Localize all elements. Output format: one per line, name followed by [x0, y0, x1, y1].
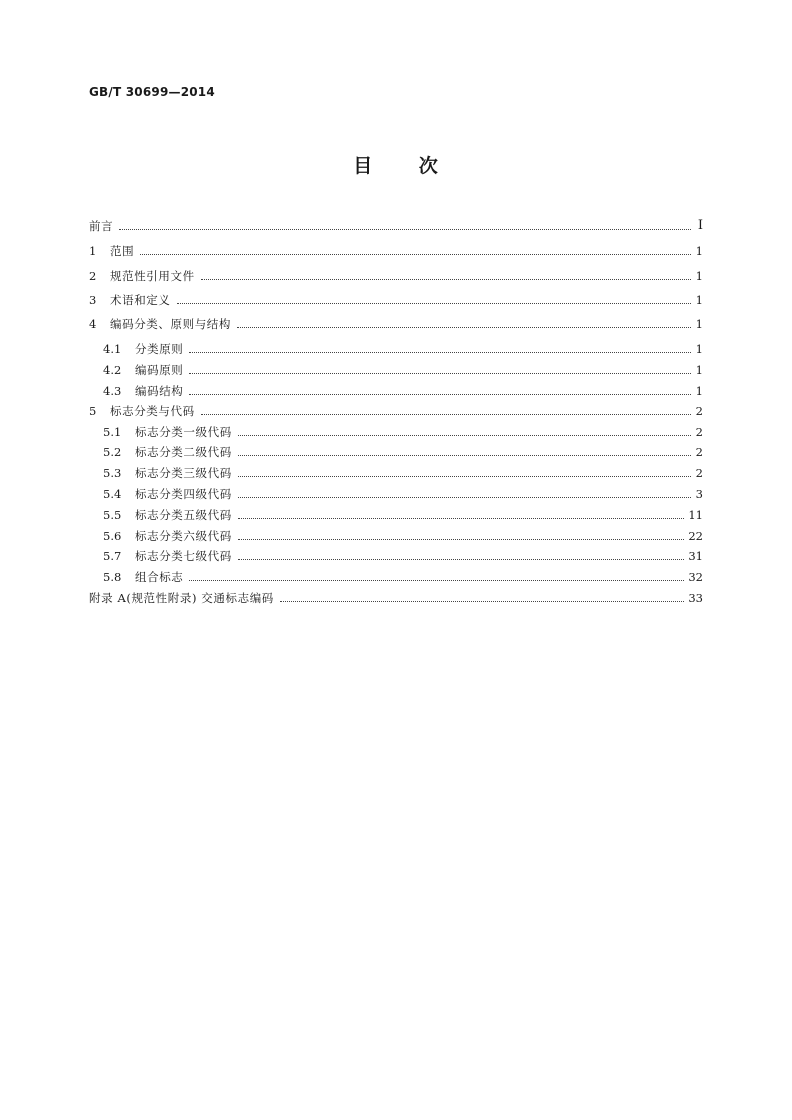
toc-entry-label: 分类原则: [135, 342, 184, 356]
toc-dot-leader: [189, 394, 691, 395]
toc-entry-number: 5: [89, 404, 97, 418]
toc-entry-page: 32: [688, 570, 703, 584]
toc-entry-label: 标志分类三级代码: [135, 466, 232, 480]
toc-entry[interactable]: [103, 362, 703, 378]
toc-dot-leader: [189, 373, 691, 374]
toc-entry-page: 33: [688, 591, 703, 605]
toc-dot-leader: [238, 435, 691, 436]
toc-entry-page: 1: [695, 269, 703, 283]
toc-entry-page: 1: [695, 363, 703, 377]
toc-entry-label: 标志分类与代码: [110, 404, 195, 418]
toc-entry-page: 2: [695, 425, 703, 439]
standard-number: GB/T 30699—2014: [89, 85, 215, 99]
toc-entry-page: 3: [695, 487, 703, 501]
toc-entry[interactable]: [103, 341, 703, 357]
toc-entry-label: 编码结构: [135, 384, 184, 398]
toc-entry-label: 标志分类二级代码: [135, 445, 232, 459]
toc-entry-page: I: [697, 218, 703, 233]
toc-entry-page: 1: [695, 342, 703, 356]
toc-entry-page: 1: [695, 293, 703, 307]
toc-entry-label: 标志分类四级代码: [135, 487, 232, 501]
toc-entry-label: 标志分类七级代码: [135, 549, 232, 563]
toc-dot-leader: [177, 303, 692, 304]
toc-entry-number: 4.1: [103, 342, 122, 356]
toc-dot-leader: [119, 229, 691, 230]
toc-entry-label: 附录 A(规范性附录) 交通标志编码: [89, 591, 274, 605]
toc-dot-leader: [201, 279, 691, 280]
toc-entry-number: 5.4: [103, 487, 122, 501]
toc-dot-leader: [280, 601, 684, 602]
toc-entry-page: 2: [695, 466, 703, 480]
toc-dot-leader: [238, 455, 691, 456]
toc-entry[interactable]: [103, 548, 703, 564]
toc-entry-label: 标志分类一级代码: [135, 425, 232, 439]
toc-dot-leader: [140, 254, 691, 255]
toc-entry-number: 5.1: [103, 425, 122, 439]
toc-dot-leader: [238, 497, 691, 498]
toc-entry[interactable]: [103, 444, 703, 460]
toc-entry[interactable]: [89, 292, 703, 308]
toc-entry-page: 22: [688, 529, 703, 543]
toc-entry[interactable]: [89, 403, 703, 419]
toc-entry-label: 范围: [110, 244, 135, 258]
toc-entry-page: 11: [688, 508, 703, 522]
toc-entry[interactable]: [89, 268, 703, 284]
toc-entry-label: 标志分类六级代码: [135, 529, 232, 543]
toc-entry-number: 3: [89, 293, 97, 307]
toc-dot-leader: [238, 559, 685, 560]
toc-entry-number: 5.2: [103, 445, 122, 459]
toc-entry[interactable]: [89, 243, 703, 259]
toc-entry-number: 5.7: [103, 549, 122, 563]
toc-entry[interactable]: [89, 590, 703, 606]
toc-entry[interactable]: [89, 218, 703, 234]
toc-entry-page: 1: [695, 317, 703, 331]
toc-entry-number: 4.3: [103, 384, 122, 398]
toc-entry-page: 2: [695, 404, 703, 418]
toc-entry[interactable]: [103, 507, 703, 523]
toc-entry-number: 5.6: [103, 529, 122, 543]
toc-entry-number: 4: [89, 317, 97, 331]
toc-entry-label: 规范性引用文件: [110, 269, 195, 283]
toc-entry[interactable]: [103, 569, 703, 585]
toc-entry-number: 5.3: [103, 466, 122, 480]
toc-entry[interactable]: [103, 465, 703, 481]
toc-entry-label: 编码分类、原则与结构: [110, 317, 231, 331]
page-title: 目 次: [353, 155, 439, 177]
toc-entry-label: 前言: [89, 219, 114, 233]
toc-dot-leader: [201, 414, 691, 415]
toc-entry-label: 编码原则: [135, 363, 184, 377]
toc-entry-page: 2: [695, 445, 703, 459]
toc-entry-number: 4.2: [103, 363, 122, 377]
toc-dot-leader: [238, 476, 691, 477]
toc-entry[interactable]: [103, 486, 703, 502]
toc-entry-page: 1: [695, 384, 703, 398]
toc-entry[interactable]: [103, 383, 703, 399]
toc-dot-leader: [237, 327, 691, 328]
toc-entry-page: 1: [695, 244, 703, 258]
toc-entry[interactable]: [89, 316, 703, 332]
toc-entry-number: 1: [89, 244, 97, 258]
toc-dot-leader: [238, 518, 685, 519]
toc-dot-leader: [238, 539, 685, 540]
toc-entry-label: 术语和定义: [110, 293, 171, 307]
toc-entry-number: 2: [89, 269, 97, 283]
toc-entry-label: 标志分类五级代码: [135, 508, 232, 522]
toc-entry[interactable]: [103, 528, 703, 544]
toc-entry-label: 组合标志: [135, 570, 184, 584]
toc-entry[interactable]: [103, 424, 703, 440]
toc-entry-page: 31: [688, 549, 703, 563]
toc-entry-number: 5.5: [103, 508, 122, 522]
toc-entry-number: 5.8: [103, 570, 122, 584]
toc-dot-leader: [189, 580, 684, 581]
toc-dot-leader: [189, 352, 691, 353]
